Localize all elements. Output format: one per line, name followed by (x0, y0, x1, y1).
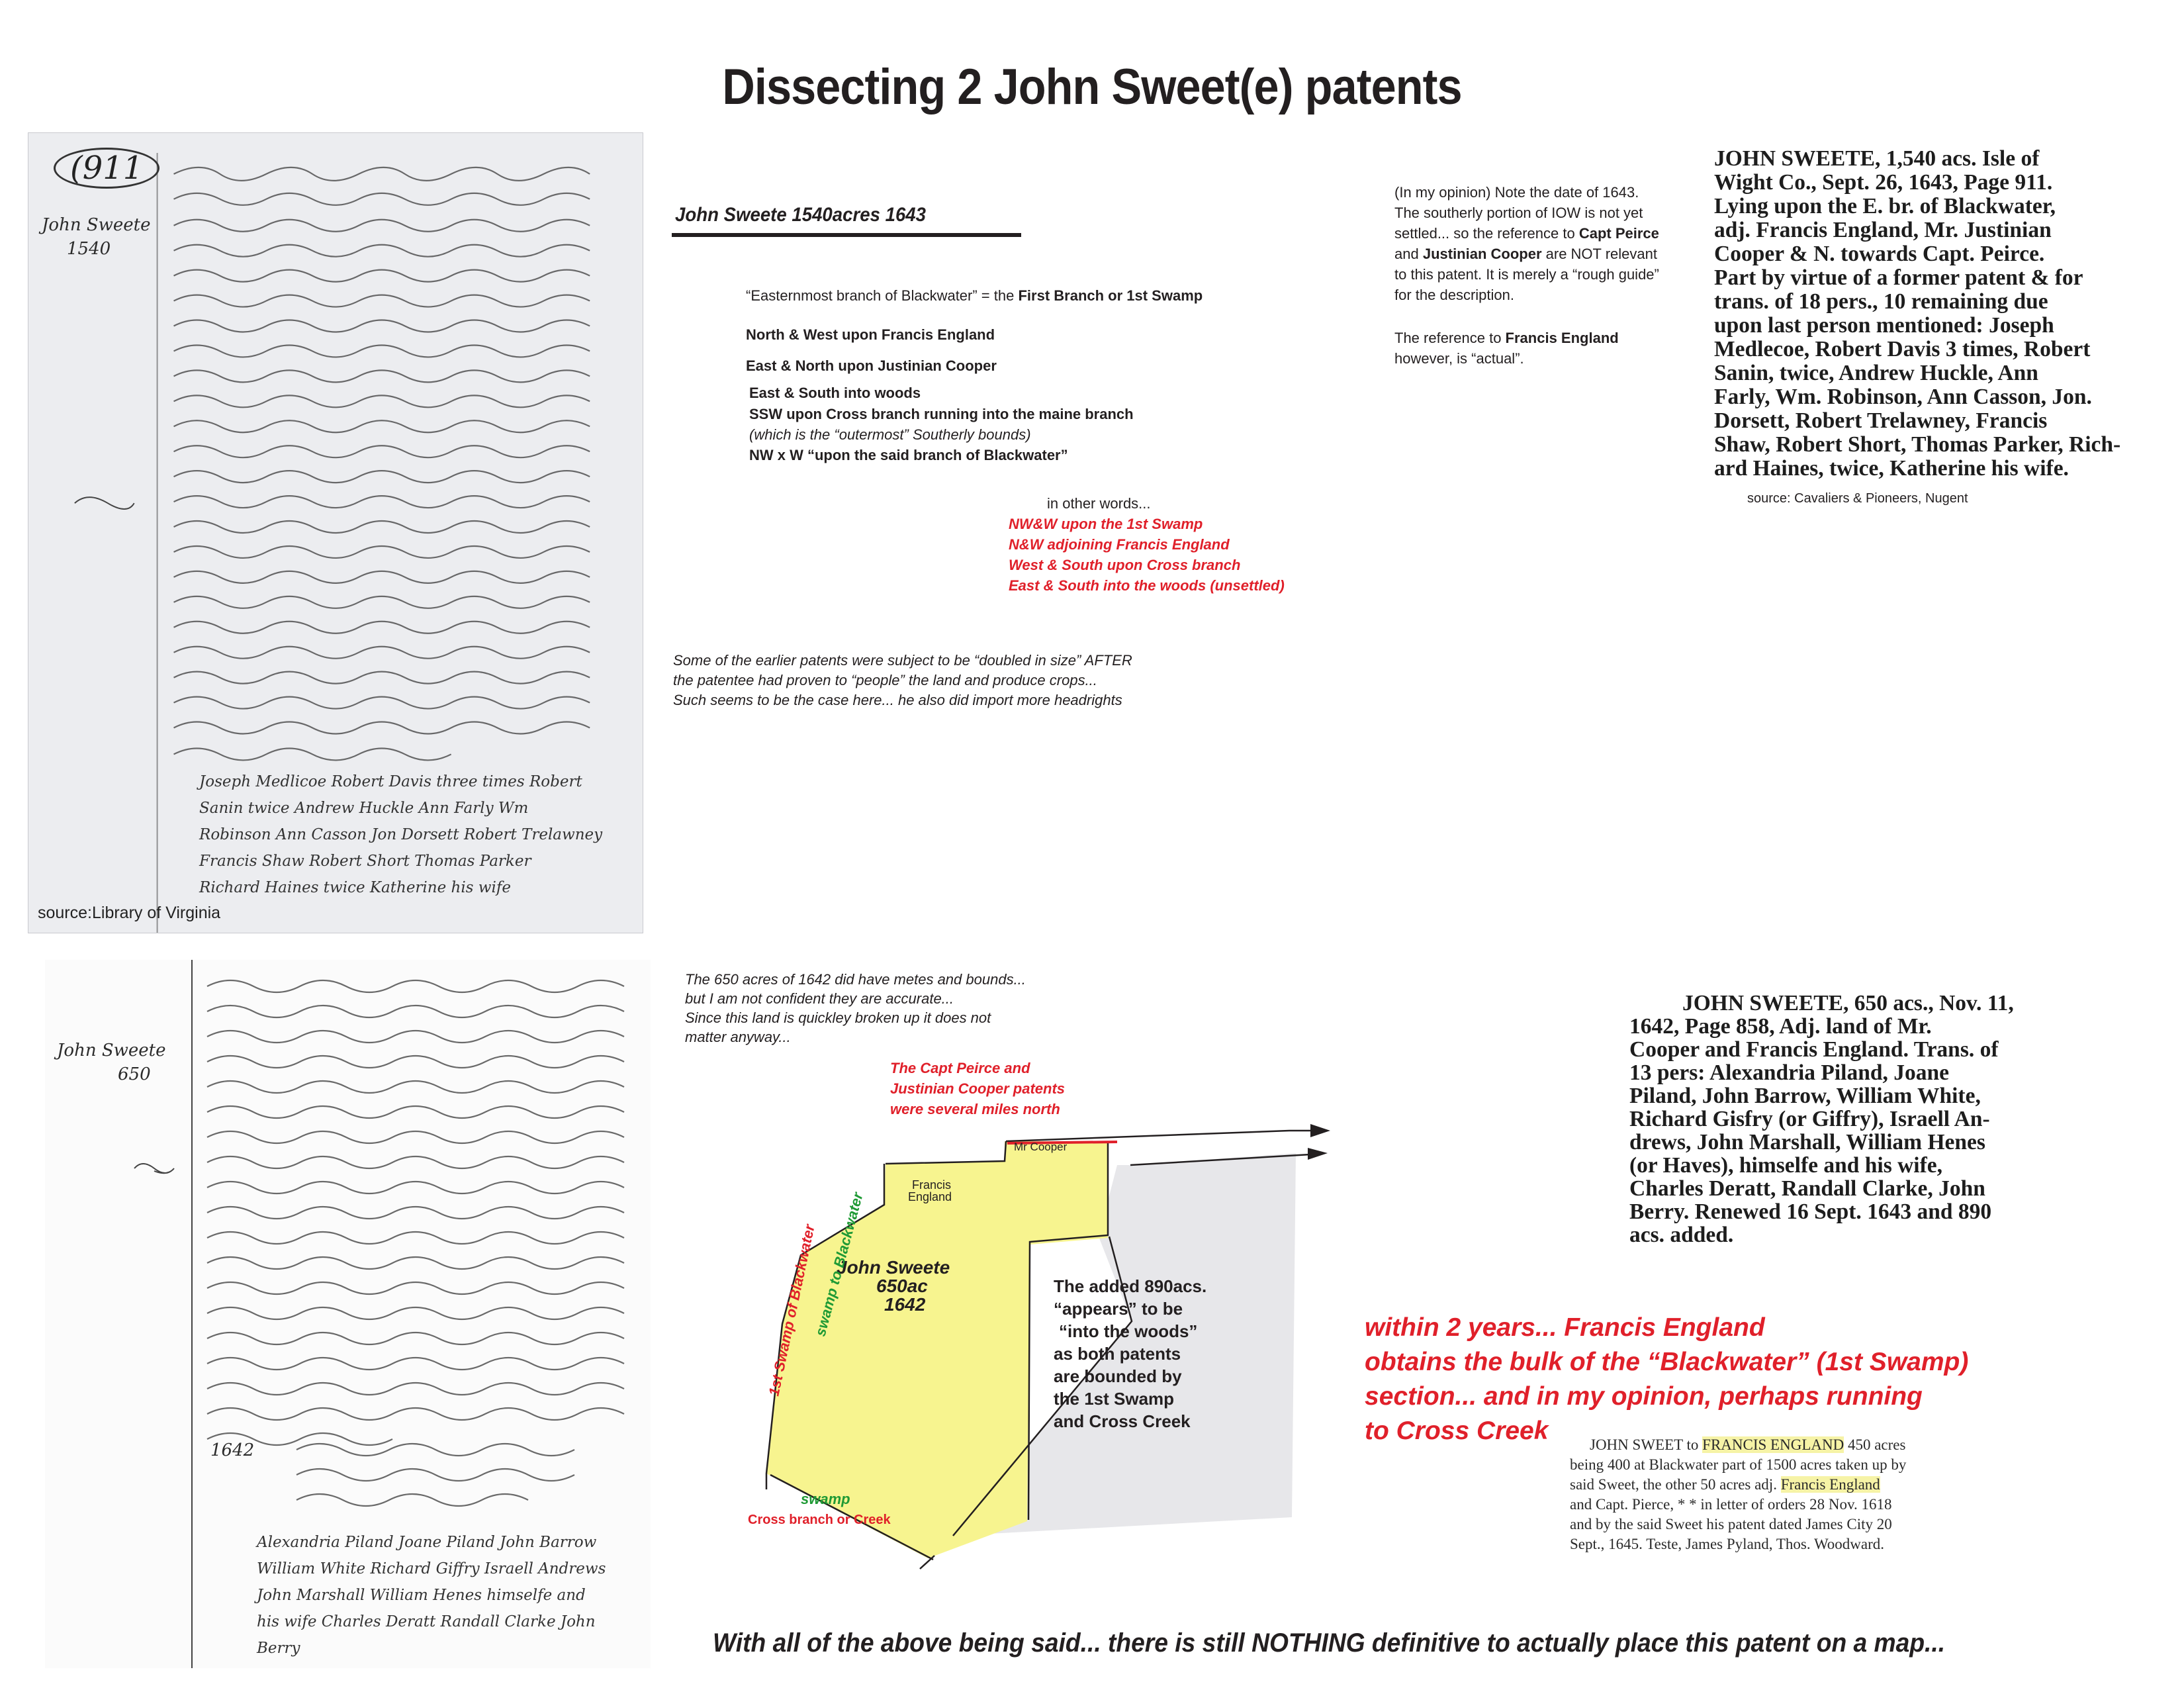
highlight-francis-england: Francis England (1780, 1476, 1880, 1493)
nugent-abstract-1540: JOHN SWEETE, 1,540 acs. Isle of Wight Co., Sept. 26, 1643, Page 911. Lying upon the E. br. of Blackwater, adj. Francis England, Mr. Justinian Cooper & N. towards Capt. Peirce. Part by virtue of a former patent & for trans. of 18 pers., 10 remaining due upon last person mentioned: Joseph Medlecoe, Robert Davis 3 times, Robert Sanin, twice, Andrew Huckle, Ann Farly, Wm. Robinson, Ann Casson, Jon. Dorsett, Robert Trelawney, Francis Shaw, Robert Short, Thomas Parker, Rich- ard Haines, twice, Katherine his wife. (1714, 146, 2121, 481)
summary-line: West & South upon Cross branch (1009, 557, 1241, 573)
page-title: Dissecting 2 John Sweet(e) patents (722, 59, 1462, 115)
capt-peirce-note: The Capt Peirce and Justinian Cooper patents were several miles north (890, 1060, 1066, 1117)
bounds-east-south: East & South into woods (749, 385, 921, 401)
folio-number: (911 (54, 148, 159, 189)
parcel-label: John Sweete (837, 1257, 950, 1278)
francis-england-label: Francis (912, 1178, 952, 1192)
in-other-words-intro: in other words... (1047, 495, 1151, 512)
first-swamp-label: 1st Swamp of Blackwater (765, 1223, 818, 1398)
swamp-to-blackwater-label: swamp to Blackwater (811, 1190, 866, 1338)
manuscript-scan-650 (45, 960, 651, 1668)
patent-year: 1642 (210, 1440, 255, 1460)
parcel-label: 1642 (884, 1294, 926, 1315)
easternmost-note: “Easternmost branch of Blackwater” = the First Branch or 1st Swamp (746, 287, 1203, 304)
margin-name: John Sweete (57, 1041, 166, 1060)
patent-sketch-map (715, 1112, 1350, 1589)
added-acres-text: The added 890acs. (1054, 1276, 1207, 1296)
bounds-outermost: (which is the “outermost” Southerly bounds) (749, 426, 1031, 443)
swamp-label: swamp (801, 1491, 850, 1507)
doubled-in-size-note: Some of the earlier patents were subject to be “doubled in size” AFTER the patentee had proven to “people” the land and produce crops... Such seems to be the case here... he also did import more headrights (673, 652, 1132, 708)
nugent-abstract-650: JOHN SWEETE, 650 acs., Nov. 11, 1642, Page 858, Adj. land of Mr. Cooper and Francis England. Trans. of 13 pers: Alexandria Piland, Joane Piland, John Barrow, William White, Richard Gisfry (or Giffry), Israell An- drews, John Marshall, William Henes (or Haves), himselfe and his wife, Charles Deratt, Randall Clarke, John Berry. Renewed 16 Sept. 1643 and 890 acs. added. (1629, 991, 2014, 1247)
added-acres-text: as both patents (1054, 1344, 1181, 1364)
cross-branch-label: Cross branch or Creek (748, 1513, 891, 1527)
highlight-francis-england: FRANCIS ENGLAND (1702, 1436, 1844, 1453)
summary-line: NW&W upon the 1st Swamp (1009, 516, 1203, 532)
conclusion-note: within 2 years... Francis England obtains the bulk of the “Blackwater” (1st Swamp) section... and in my opinion, perhaps running to Cross Creek (1365, 1313, 1969, 1445)
bounds-east-north: East & North upon Justinian Cooper (746, 357, 997, 374)
added-acres-text: and Cross Creek (1054, 1411, 1191, 1431)
bounds-north-west: North & West upon Francis England (746, 326, 995, 343)
margin-name: John Sweete (42, 215, 151, 235)
francis-england-label: England (908, 1190, 952, 1203)
margin-acres: 650 (118, 1064, 151, 1084)
headrights-signatures: Alexandria Piland Joane Piland John Barrow William White Richard Giffry Israell Andrews John Marshall William Henes himselfe and his wife Charles Deratt Randall Clarke John Berry (257, 1534, 606, 1657)
patent-heading-1540: John Sweete 1540acres 1643 (675, 204, 926, 226)
bounds-list (749, 383, 1345, 466)
manuscript-scan-1540 (28, 132, 643, 933)
summary-line: East & South into the woods (unsettled) (1009, 577, 1285, 594)
margin-acres: 1540 (67, 239, 111, 259)
heading-underline (672, 233, 1021, 237)
mr-cooper-label: Mr Cooper (1014, 1141, 1068, 1153)
arrow-head (1310, 1124, 1330, 1137)
nugent-source: source: Cavaliers & Pioneers, Nugent (1747, 491, 1968, 506)
bounds-ssw: SSW upon Cross branch running into the maine branch (749, 406, 1134, 422)
added-acres-text: the 1st Swamp (1054, 1389, 1175, 1409)
added-acres-text: are bounded by (1054, 1366, 1182, 1386)
scan-source: source:Library of Virginia (38, 904, 221, 922)
added-acres-text: “appears” to be (1054, 1299, 1183, 1319)
arrow-head (1308, 1148, 1328, 1160)
parcel-label: 650ac (876, 1276, 928, 1296)
added-acres-text: “into the woods” (1059, 1321, 1198, 1341)
summary-line: N&W adjoining Francis England (1009, 536, 1230, 553)
bounds-nw-w: NW x W “upon the said branch of Blackwater” (749, 447, 1068, 463)
in-other-words-list (1009, 514, 1379, 596)
metes-and-bounds-note: The 650 acres of 1642 did have metes and bounds... but I am not confident they are accurate... Since this land is quickley broken up it does not matter anyway... (685, 971, 1026, 1045)
deed-transfer: JOHN SWEET to FRANCIS ENGLAND 450 acres being 400 at Blackwater part of 1500 acres taken up by said Sweet, the other 50 acres adj. Francis England and Capt. Pierce, * * in letter of orders 28 Nov. 1618 and by the said Sweet his patent dated James City 20 Sept., 1645. Teste, James Pyland, Thos. Woodward. (1570, 1436, 1907, 1552)
headrights-signatures: Joseph Medlicoe Robert Davis three times Robert Sanin twice Andrew Huckle Ann Farly Wm Robinson Ann Casson Jon Dorsett Robert Trelawney Francis Shaw Robert Short Thomas Parker Richard Haines twice Katherine his wife (199, 773, 603, 896)
bottom-conclusion: With all of the above being said... there is still NOTHING definitive to actually place this patent on a map... (713, 1628, 1946, 1658)
opinion-note: (In my opinion) Note the date of 1643. The southerly portion of IOW is not yet settled... so the reference to Capt Peirce and Justinian Cooper are NOT relevant to this patent. It is merely a “rough guide” for the description. The reference to Francis England however, is “actual”. (1394, 184, 1659, 367)
